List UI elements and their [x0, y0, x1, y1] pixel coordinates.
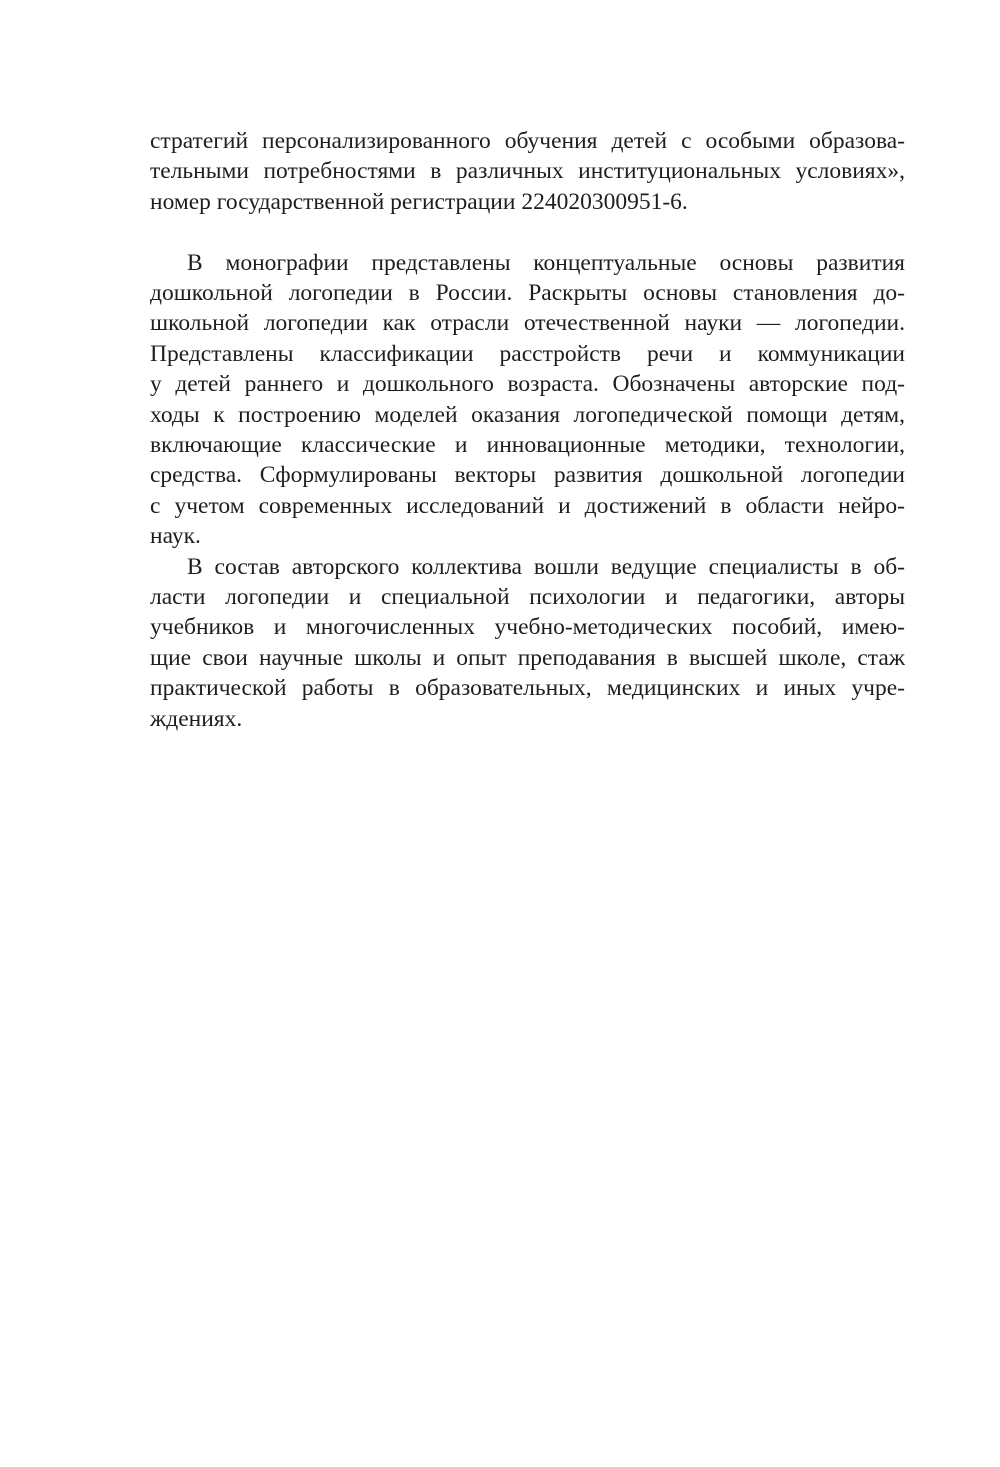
text-line: наук.: [150, 523, 201, 550]
text-line: включающие классические и инновационные методики, технологии,: [150, 432, 905, 459]
text-line: стратегий персонализированного обучения детей с особыми образова-: [150, 128, 905, 154]
text-line: практической работы в образовательных, медицинских и иных учре-: [150, 675, 905, 702]
text-line: ждениях.: [150, 705, 243, 732]
text-line: В монографии представлены концептуальные основы развития: [187, 249, 905, 276]
text-line: ласти логопедии и специальной психологии и педагогики, авторы: [150, 584, 905, 611]
text-line: В состав авторского коллектива вошли ведущие специалисты в об-: [187, 553, 905, 580]
paragraph-gap: [150, 217, 905, 247]
text-line: с учетом современных исследований и достижений в области нейро-: [150, 492, 905, 519]
text-line: у детей раннего и дошкольного возраста. Обозначены авторские под-: [150, 371, 905, 398]
text-line: школьной логопедии как отрасли отечественной науки — логопедии.: [150, 310, 905, 337]
text-line: дошкольной логопедии в России. Раскрыты основы становления до-: [150, 280, 905, 307]
text-line: щие свои научные школы и опыт преподавания в высшей школе, стаж: [150, 644, 905, 671]
paragraph-author-collective: [150, 552, 905, 734]
text-line: Представлены классификации расстройств речи и коммуникации: [150, 340, 905, 367]
text-line: учебников и многочисленных учебно-методических пособий, имею-: [150, 614, 905, 641]
paragraph-monograph-summary: [150, 248, 905, 552]
text-line: номер государственной регистрации 224020300951-6.: [150, 188, 688, 215]
text-line: средства. Сформулированы векторы развития дошкольной логопедии: [150, 462, 905, 489]
text-line: тельными потребностями в различных институциональных условиях»,: [150, 158, 905, 185]
paragraph-intro-continuation: [150, 126, 905, 217]
text-line: ходы к построению моделей оказания логопедической помощи детям,: [150, 401, 905, 428]
page-body: [150, 126, 905, 734]
